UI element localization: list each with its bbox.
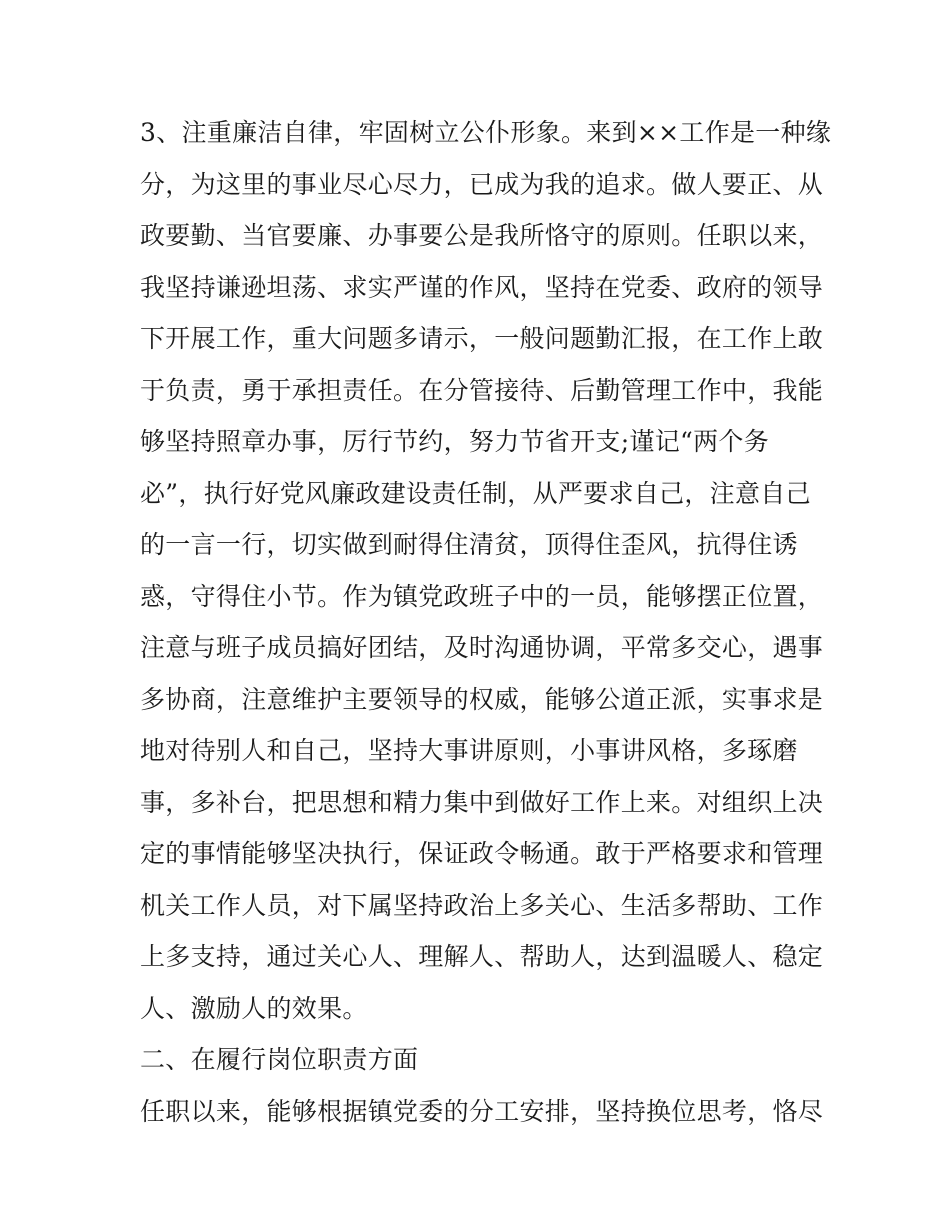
text-line: 够坚持照章办事，厉行节约，努力节省开支;谨记“两个务 <box>140 427 770 456</box>
text-line: 机关工作人员，对下属坚持政治上多关心、生活多帮助、工作 <box>140 890 824 920</box>
document-body <box>140 107 832 1137</box>
text-line: 必”，执行好党风廉政建设责任制，从严要求自己，注意自己 <box>140 478 811 508</box>
text-line: 事，多补台，把思想和精力集中到做好工作上来。对组织上决 <box>140 787 824 817</box>
text-line: 下开展工作，重大问题多请示，一般问题勤汇报，在工作上敢 <box>140 324 824 353</box>
text-line: 多协商，注意维护主要领导的权威，能够公道正派，实事求是 <box>140 684 824 714</box>
text-line: 惑，守得住小节。作为镇党政班子中的一员，能够摆正位置， <box>140 581 824 611</box>
text-line: 的一言一行，切实做到耐得住清贫，顶得住歪风，抗得住诱 <box>140 530 798 559</box>
text-line: 于负责，勇于承担责任。在分管接待、后勤管理工作中，我能 <box>140 375 824 405</box>
text-line: 人、激励人的效果。 <box>140 993 368 1023</box>
text-line: 分，为这里的事业尽心尽力，已成为我的追求。做人要正、从 <box>140 169 824 199</box>
text-line: 3、注重廉洁自律，牢固树立公仆形象。来到××工作是一种缘 <box>140 118 832 147</box>
text-line: 上多支持，通过关心人、理解人、帮助人，达到温暖人、稳定 <box>140 942 824 971</box>
text-line: 定的事情能够坚决执行，保证政令畅通。敢于严格要求和管理 <box>140 839 824 868</box>
text-line: 政要勤、当官要廉、办事要公是我所恪守的原则。任职以来， <box>140 221 824 250</box>
section-heading: 二、在履行岗位职责方面 <box>140 1045 419 1074</box>
text-line: 我坚持谦逊坦荡、求实严谨的作风，坚持在党委、政府的领导 <box>140 272 824 302</box>
text-line: 地对待别人和自己，坚持大事讲原则，小事讲风格，多琢磨 <box>140 736 798 765</box>
text-line: 任职以来，能够根据镇党委的分工安排，坚持换位思考，恪尽 <box>140 1096 824 1126</box>
text-line: 注意与班子成员搞好团结，及时沟通协调，平常多交心，遇事 <box>140 633 824 662</box>
